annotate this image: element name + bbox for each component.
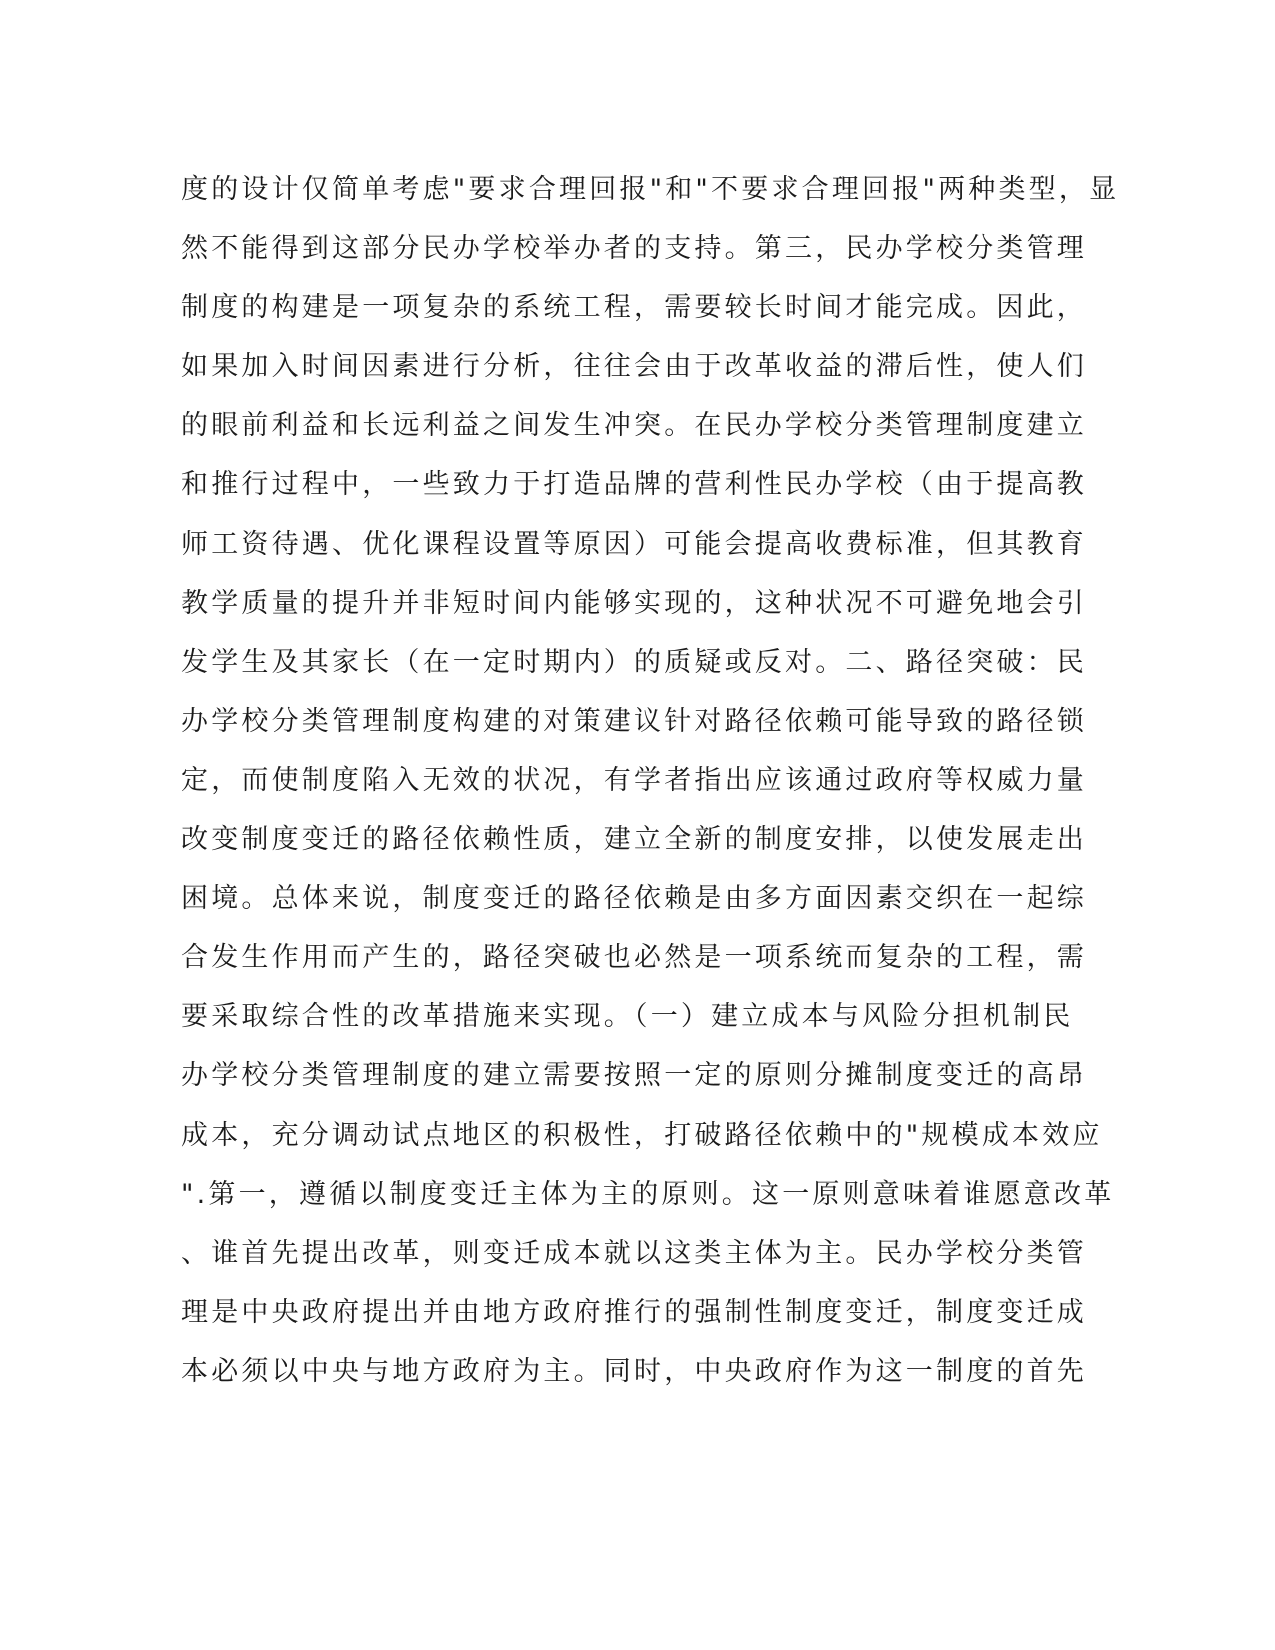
text-line: 制度的构建是一项复杂的系统工程，需要较长时间才能完成。因此， [181,292,1087,324]
text-line: 教学质量的提升并非短时间内能够实现的，这种状况不可避免地会引 [181,587,1087,619]
text-line: 办学校分类管理制度构建的对策建议针对路径依赖可能导致的路径锁 [181,705,1087,737]
text-line: ".第一，遵循以制度变迁主体为主的原则。这一原则意味着谁愿意改革 [181,1178,1115,1210]
body-text [181,160,1120,1401]
text-line: 度的设计仅简单考虑"要求合理回报"和"不要求合理回报"两种类型，显 [181,174,1120,205]
text-line: 成本，充分调动试点地区的积极性，打破路径依赖中的"规模成本效应 [181,1119,1103,1151]
text-line: 的眼前利益和长远利益之间发生冲突。在民办学校分类管理制度建立 [181,410,1087,442]
text-line: 发学生及其家长（在一定时期内）的质疑或反对。二、路径突破：民 [181,646,1087,678]
text-line: 改变制度变迁的路径依赖性质，建立全新的制度安排，以使发展走出 [181,824,1087,856]
text-line: 定，而使制度陷入无效的状况，有学者指出应该通过政府等权威力量 [181,764,1087,796]
text-line: 合发生作用而产生的，路径突破也必然是一项系统而复杂的工程，需 [181,942,1087,974]
text-line: 本必须以中央与地方政府为主。同时，中央政府作为这一制度的首先 [181,1355,1087,1387]
text-line: 如果加入时间因素进行分析，往往会由于改革收益的滞后性，使人们 [181,351,1087,383]
text-line: 办学校分类管理制度的建立需要按照一定的原则分摊制度变迁的高昂 [181,1060,1087,1092]
text-line: 要采取综合性的改革措施来实现。（一）建立成本与风险分担机制民 [181,1001,1074,1033]
text-line: 师工资待遇、优化课程设置等原因）可能会提高收费标准，但其教育 [181,528,1087,560]
text-line: 和推行过程中，一些致力于打造品牌的营利性民办学校（由于提高教 [181,469,1087,501]
text-line: 然不能得到这部分民办学校举办者的支持。第三，民办学校分类管理 [181,233,1087,265]
text-line: 困境。总体来说，制度变迁的路径依赖是由多方面因素交织在一起综 [181,883,1087,915]
text-line: 理是中央政府提出并由地方政府推行的强制性制度变迁，制度变迁成 [181,1296,1087,1328]
text-line: 、谁首先提出改革，则变迁成本就以这类主体为主。民办学校分类管 [181,1237,1087,1269]
